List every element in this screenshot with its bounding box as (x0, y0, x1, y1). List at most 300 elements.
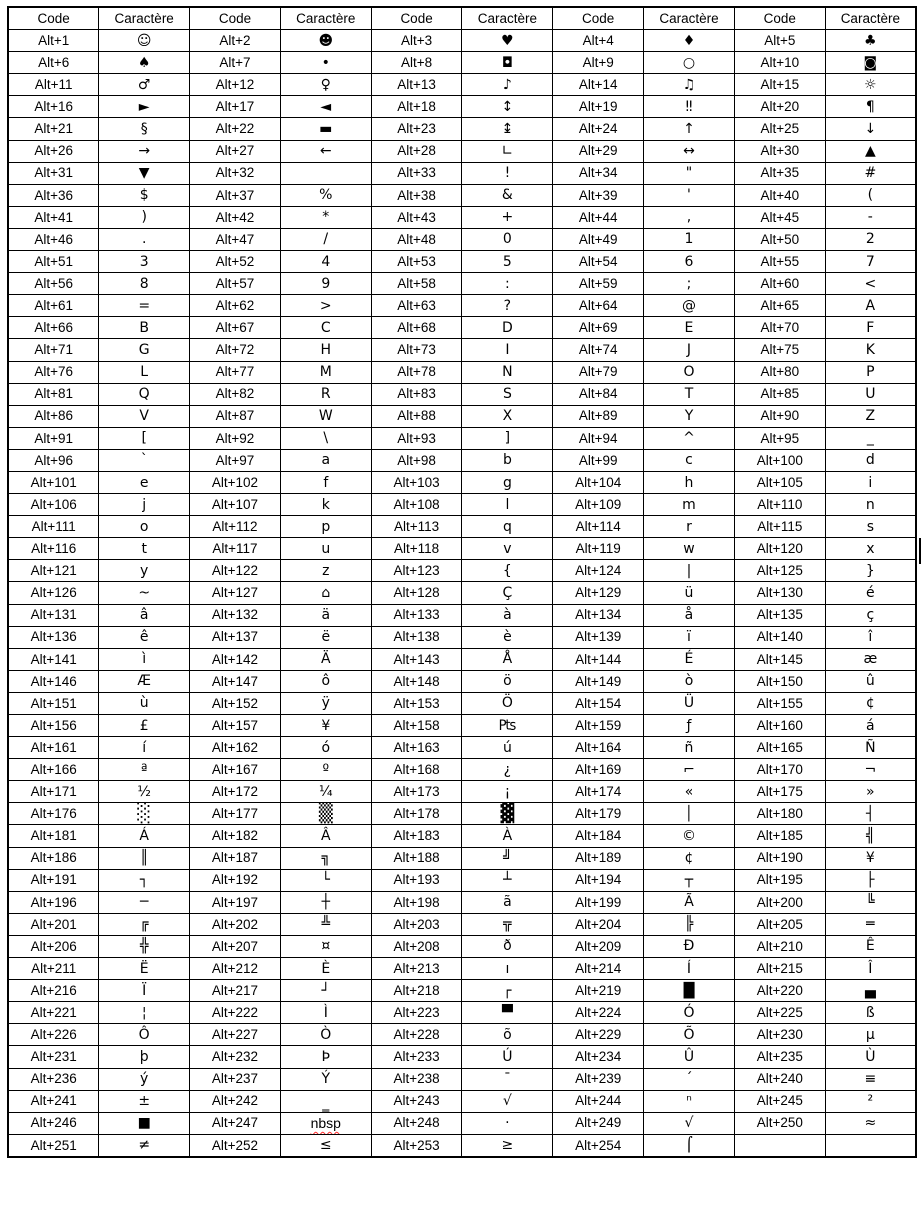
char-cell: . (99, 228, 190, 250)
char-cell: ↓ (825, 118, 916, 140)
code-cell: Alt+64 (553, 295, 644, 317)
char-cell: █ (644, 980, 735, 1002)
code-cell: Alt+2 (190, 30, 281, 52)
code-cell: Alt+139 (553, 626, 644, 648)
header-code: Code (8, 7, 99, 30)
char-cell: n (825, 494, 916, 516)
char-cell: å (644, 604, 735, 626)
code-cell: Alt+33 (371, 162, 462, 184)
char-cell: E (644, 317, 735, 339)
char-cell: Ô (99, 1024, 190, 1046)
code-cell: Alt+190 (734, 847, 825, 869)
code-cell: Alt+191 (8, 869, 99, 891)
code-cell: Alt+195 (734, 869, 825, 891)
char-cell: S (462, 383, 553, 405)
table-row (8, 471, 916, 493)
char-cell: & (462, 184, 553, 206)
code-cell: Alt+127 (190, 582, 281, 604)
char-cell: nbsp (280, 1112, 371, 1134)
char-cell: ☺ (99, 30, 190, 52)
code-cell: Alt+215 (734, 958, 825, 980)
header-char: Caractère (825, 7, 916, 30)
char-cell: Ý (280, 1068, 371, 1090)
char-cell: ╬ (99, 935, 190, 957)
table-row (8, 869, 916, 891)
char-cell: Ê (825, 935, 916, 957)
code-cell: Alt+79 (553, 361, 644, 383)
char-cell: ↔ (644, 140, 735, 162)
char-cell: ⁿ (644, 1090, 735, 1112)
code-cell: Alt+150 (734, 670, 825, 692)
code-cell: Alt+200 (734, 891, 825, 913)
char-cell: í (99, 737, 190, 759)
table-row (8, 913, 916, 935)
code-cell: Alt+117 (190, 538, 281, 560)
code-cell: Alt+80 (734, 361, 825, 383)
code-cell: Alt+194 (553, 869, 644, 891)
char-cell: À (462, 825, 553, 847)
char-cell: • (280, 52, 371, 74)
char-cell: ╝ (462, 847, 553, 869)
char-cell: ó (280, 737, 371, 759)
code-cell: Alt+68 (371, 317, 462, 339)
char-cell: ê (99, 626, 190, 648)
char-cell: ╣ (825, 825, 916, 847)
code-cell: Alt+168 (371, 759, 462, 781)
char-cell: ♪ (462, 74, 553, 96)
char-cell: Å (462, 648, 553, 670)
code-cell: Alt+159 (553, 715, 644, 737)
char-cell: « (644, 781, 735, 803)
code-cell: Alt+248 (371, 1112, 462, 1134)
code-cell: Alt+149 (553, 670, 644, 692)
table-row (8, 516, 916, 538)
code-cell: Alt+162 (190, 737, 281, 759)
char-cell: ░ (99, 803, 190, 825)
table-row (8, 30, 916, 52)
char-cell: { (462, 560, 553, 582)
code-cell: Alt+118 (371, 538, 462, 560)
code-cell: Alt+239 (553, 1068, 644, 1090)
code-cell: Alt+173 (371, 781, 462, 803)
table-row (8, 1002, 916, 1024)
code-cell: Alt+125 (734, 560, 825, 582)
code-cell: Alt+122 (190, 560, 281, 582)
char-cell: - (825, 206, 916, 228)
char-cell: ç (825, 604, 916, 626)
code-cell: Alt+128 (371, 582, 462, 604)
code-cell: Alt+94 (553, 427, 644, 449)
table-row (8, 604, 916, 626)
code-cell: Alt+230 (734, 1024, 825, 1046)
char-cell: b (462, 449, 553, 471)
code-cell: Alt+29 (553, 140, 644, 162)
code-cell: Alt+73 (371, 339, 462, 361)
char-cell: â (99, 604, 190, 626)
code-cell: Alt+109 (553, 494, 644, 516)
table-row (8, 825, 916, 847)
char-cell: ß (825, 1002, 916, 1024)
code-cell: Alt+224 (553, 1002, 644, 1024)
char-cell: i (825, 471, 916, 493)
char-cell: t (99, 538, 190, 560)
char-cell: ª (99, 759, 190, 781)
char-cell: : (462, 273, 553, 295)
code-cell: Alt+184 (553, 825, 644, 847)
char-cell: X (462, 405, 553, 427)
char-cell: + (462, 206, 553, 228)
code-cell: Alt+178 (371, 803, 462, 825)
code-cell: Alt+22 (190, 118, 281, 140)
header-code: Code (734, 7, 825, 30)
code-cell: Alt+8 (371, 52, 462, 74)
code-cell: Alt+85 (734, 383, 825, 405)
char-cell: » (825, 781, 916, 803)
code-cell: Alt+141 (8, 648, 99, 670)
code-cell: Alt+92 (190, 427, 281, 449)
char-cell: ≥ (462, 1134, 553, 1157)
code-cell: Alt+151 (8, 692, 99, 714)
char-cell: ∟ (462, 140, 553, 162)
code-cell: Alt+253 (371, 1134, 462, 1157)
char-cell: ┐ (99, 869, 190, 891)
char-cell: m (644, 494, 735, 516)
code-cell: Alt+88 (371, 405, 462, 427)
table-row (8, 383, 916, 405)
table-row (8, 74, 916, 96)
char-cell: Â (280, 825, 371, 847)
char-cell: 9 (280, 273, 371, 295)
table-row (8, 803, 916, 825)
code-cell: Alt+189 (553, 847, 644, 869)
code-cell: Alt+120 (734, 538, 825, 560)
char-cell: > (280, 295, 371, 317)
code-cell: Alt+166 (8, 759, 99, 781)
code-cell: Alt+131 (8, 604, 99, 626)
char-cell: Æ (99, 670, 190, 692)
table-row (8, 405, 916, 427)
code-cell: Alt+77 (190, 361, 281, 383)
char-cell: Í (644, 958, 735, 980)
code-cell: Alt+143 (371, 648, 462, 670)
header-code: Code (371, 7, 462, 30)
char-cell: O (644, 361, 735, 383)
char-cell: È (280, 958, 371, 980)
char-cell: ─ (99, 891, 190, 913)
char-cell: Ó (644, 1002, 735, 1024)
code-cell: Alt+78 (371, 361, 462, 383)
code-cell: Alt+232 (190, 1046, 281, 1068)
char-cell: L (99, 361, 190, 383)
code-cell: Alt+136 (8, 626, 99, 648)
code-cell: Alt+38 (371, 184, 462, 206)
char-cell: │ (644, 803, 735, 825)
code-cell: Alt+48 (371, 228, 462, 250)
code-cell: Alt+116 (8, 538, 99, 560)
table-row (8, 626, 916, 648)
char-cell: Ð (644, 935, 735, 957)
char-cell: é (825, 582, 916, 604)
header-code: Code (190, 7, 281, 30)
char-cell: ▼ (99, 162, 190, 184)
char-cell: ñ (644, 737, 735, 759)
code-cell: Alt+63 (371, 295, 462, 317)
code-cell: Alt+203 (371, 913, 462, 935)
code-cell: Alt+23 (371, 118, 462, 140)
char-cell: # (825, 162, 916, 184)
header-char: Caractère (462, 7, 553, 30)
char-cell: þ (99, 1046, 190, 1068)
char-cell: ■ (99, 1112, 190, 1134)
code-cell: Alt+83 (371, 383, 462, 405)
code-cell: Alt+66 (8, 317, 99, 339)
table-row (8, 1134, 916, 1157)
code-cell: Alt+252 (190, 1134, 281, 1157)
char-cell: ù (99, 692, 190, 714)
code-cell: Alt+208 (371, 935, 462, 957)
code-cell: Alt+244 (553, 1090, 644, 1112)
char-cell: = (99, 295, 190, 317)
code-cell: Alt+55 (734, 251, 825, 273)
code-cell: Alt+242 (190, 1090, 281, 1112)
code-cell: Alt+129 (553, 582, 644, 604)
code-cell: Alt+144 (553, 648, 644, 670)
char-cell: ð (462, 935, 553, 957)
code-cell: Alt+54 (553, 251, 644, 273)
table-row (8, 295, 916, 317)
char-cell: < (825, 273, 916, 295)
code-cell: Alt+148 (371, 670, 462, 692)
char-cell: y (99, 560, 190, 582)
code-cell: Alt+193 (371, 869, 462, 891)
code-cell: Alt+6 (8, 52, 99, 74)
code-cell: Alt+49 (553, 228, 644, 250)
header-char: Caractère (644, 7, 735, 30)
code-cell: Alt+86 (8, 405, 99, 427)
char-cell: ┬ (644, 869, 735, 891)
char-cell: æ (825, 648, 916, 670)
char-cell: ♠ (99, 52, 190, 74)
code-cell: Alt+175 (734, 781, 825, 803)
char-cell: ⌂ (280, 582, 371, 604)
char-cell: õ (462, 1024, 553, 1046)
code-cell: Alt+206 (8, 935, 99, 957)
char-cell: ▄ (825, 980, 916, 1002)
code-cell: Alt+11 (8, 74, 99, 96)
char-cell: · (462, 1112, 553, 1134)
char-cell: e (99, 471, 190, 493)
char-cell: Ä (280, 648, 371, 670)
code-cell: Alt+245 (734, 1090, 825, 1112)
char-cell: ² (825, 1090, 916, 1112)
code-cell: Alt+207 (190, 935, 281, 957)
code-cell: Alt+154 (553, 692, 644, 714)
char-cell: 7 (825, 251, 916, 273)
char-cell: ♀ (280, 74, 371, 96)
code-cell: Alt+147 (190, 670, 281, 692)
char-cell: ♦ (644, 30, 735, 52)
code-cell: Alt+254 (553, 1134, 644, 1157)
code-cell: Alt+67 (190, 317, 281, 339)
code-cell: Alt+57 (190, 273, 281, 295)
code-cell: Alt+174 (553, 781, 644, 803)
code-cell: Alt+165 (734, 737, 825, 759)
char-cell: ‼ (644, 96, 735, 118)
code-cell: Alt+110 (734, 494, 825, 516)
char-cell: ┤ (825, 803, 916, 825)
code-cell: Alt+15 (734, 74, 825, 96)
code-cell: Alt+236 (8, 1068, 99, 1090)
code-cell: Alt+17 (190, 96, 281, 118)
code-cell: Alt+241 (8, 1090, 99, 1112)
char-cell: ▒ (280, 803, 371, 825)
table-row (8, 935, 916, 957)
code-cell: Alt+101 (8, 471, 99, 493)
code-cell: Alt+209 (553, 935, 644, 957)
code-cell: Alt+19 (553, 96, 644, 118)
char-cell: h (644, 471, 735, 493)
table-row (8, 737, 916, 759)
char-cell: ¢ (825, 692, 916, 714)
char-cell: ╦ (462, 913, 553, 935)
code-cell: Alt+157 (190, 715, 281, 737)
table-row (8, 670, 916, 692)
char-cell: H (280, 339, 371, 361)
char-cell: ═ (825, 913, 916, 935)
code-cell: Alt+43 (371, 206, 462, 228)
code-cell: Alt+1 (8, 30, 99, 52)
code-cell: Alt+181 (8, 825, 99, 847)
char-cell: g (462, 471, 553, 493)
code-cell: Alt+37 (190, 184, 281, 206)
code-cell: Alt+81 (8, 383, 99, 405)
header-char: Caractère (280, 7, 371, 30)
char-cell: º (280, 759, 371, 781)
char-cell: } (825, 560, 916, 582)
char-cell: J (644, 339, 735, 361)
char-cell: ‗ (280, 1090, 371, 1112)
char-cell: Á (99, 825, 190, 847)
code-cell: Alt+84 (553, 383, 644, 405)
char-cell: I (462, 339, 553, 361)
table-row (8, 847, 916, 869)
char-cell: Ú (462, 1046, 553, 1068)
code-cell: Alt+226 (8, 1024, 99, 1046)
code-cell: Alt+7 (190, 52, 281, 74)
char-cell: V (99, 405, 190, 427)
code-cell: Alt+32 (190, 162, 281, 184)
char-cell: ¼ (280, 781, 371, 803)
code-cell: Alt+56 (8, 273, 99, 295)
char-cell: û (825, 670, 916, 692)
char-cell: Ì (280, 1002, 371, 1024)
char-cell: c (644, 449, 735, 471)
char-cell: ) (99, 206, 190, 228)
char-cell: $ (99, 184, 190, 206)
code-cell: Alt+76 (8, 361, 99, 383)
char-cell: ƒ (644, 715, 735, 737)
table-row (8, 162, 916, 184)
char-cell: ~ (99, 582, 190, 604)
char-cell: Ã (644, 891, 735, 913)
char-cell: Ï (99, 980, 190, 1002)
code-cell: Alt+133 (371, 604, 462, 626)
char-cell: x (825, 538, 916, 560)
code-cell: Alt+216 (8, 980, 99, 1002)
char-cell: ´ (644, 1068, 735, 1090)
code-cell: Alt+221 (8, 1002, 99, 1024)
code-cell: Alt+182 (190, 825, 281, 847)
code-cell: Alt+36 (8, 184, 99, 206)
text-cursor (919, 538, 921, 564)
char-cell: B (99, 317, 190, 339)
char-cell: ↑ (644, 118, 735, 140)
code-cell: Alt+14 (553, 74, 644, 96)
code-cell: Alt+97 (190, 449, 281, 471)
char-cell: ╩ (280, 913, 371, 935)
code-cell: Alt+119 (553, 538, 644, 560)
table-row (8, 1068, 916, 1090)
code-cell: Alt+96 (8, 449, 99, 471)
code-cell: Alt+12 (190, 74, 281, 96)
table-row (8, 1024, 916, 1046)
char-cell: ◄ (280, 96, 371, 118)
code-cell: Alt+250 (734, 1112, 825, 1134)
code-cell: Alt+205 (734, 913, 825, 935)
code-cell: Alt+177 (190, 803, 281, 825)
table-row (8, 958, 916, 980)
char-cell: Û (644, 1046, 735, 1068)
char-cell: É (644, 648, 735, 670)
char-cell: ♥ (462, 30, 553, 52)
char-cell: ± (99, 1090, 190, 1112)
char-cell: ¥ (825, 847, 916, 869)
char-cell: a (280, 449, 371, 471)
code-cell: Alt+237 (190, 1068, 281, 1090)
code-cell: Alt+61 (8, 295, 99, 317)
code-cell: Alt+95 (734, 427, 825, 449)
table-row (8, 560, 916, 582)
code-cell: Alt+44 (553, 206, 644, 228)
char-cell: ♂ (99, 74, 190, 96)
header-char: Caractère (99, 7, 190, 30)
char-cell (825, 1134, 916, 1157)
char-cell: " (644, 162, 735, 184)
code-cell: Alt+82 (190, 383, 281, 405)
table-row (8, 52, 916, 74)
char-cell: ⌠ (644, 1134, 735, 1157)
char-cell: / (280, 228, 371, 250)
table-row (8, 648, 916, 670)
code-cell: Alt+114 (553, 516, 644, 538)
char-cell: ⌐ (644, 759, 735, 781)
code-cell: Alt+219 (553, 980, 644, 1002)
table-row (8, 582, 916, 604)
char-cell (280, 162, 371, 184)
char-cell: ♣ (825, 30, 916, 52)
code-cell: Alt+233 (371, 1046, 462, 1068)
char-cell: î (825, 626, 916, 648)
code-cell: Alt+204 (553, 913, 644, 935)
char-cell: 2 (825, 228, 916, 250)
char-cell: ¶ (825, 96, 916, 118)
table-row (8, 1112, 916, 1134)
code-cell: Alt+183 (371, 825, 462, 847)
char-cell: N (462, 361, 553, 383)
char-cell: 8 (99, 273, 190, 295)
code-cell: Alt+53 (371, 251, 462, 273)
char-cell: ▬ (280, 118, 371, 140)
